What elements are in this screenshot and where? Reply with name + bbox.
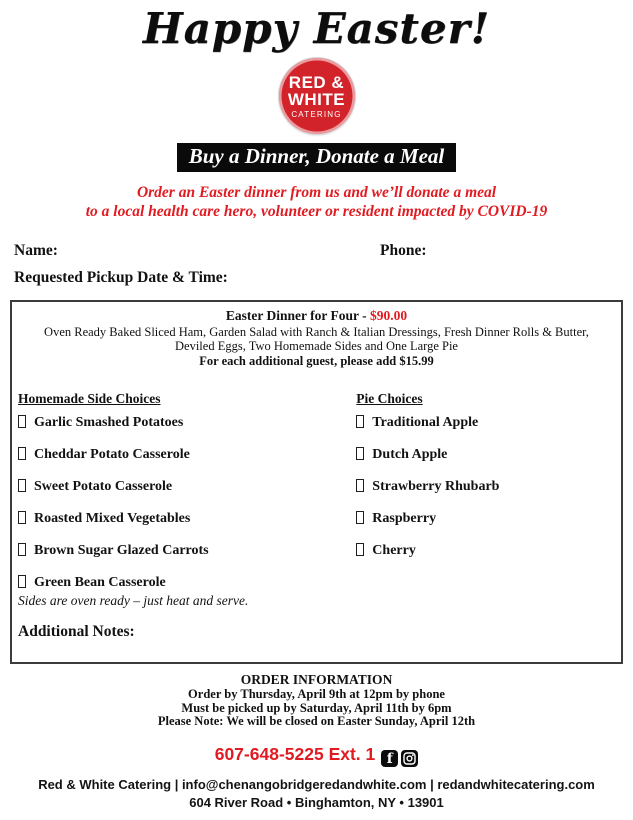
dinner-description — [18, 326, 615, 353]
checkbox-dutch-apple[interactable] — [356, 447, 364, 460]
additional-notes-label: Additional Notes: — [18, 622, 135, 640]
checkbox-cherry[interactable] — [356, 543, 364, 556]
pie-choice-raspberry: Raspberry — [356, 511, 615, 526]
pickup-label: Requested Pickup Date & Time: — [14, 269, 228, 286]
page-title: Happy Easter! — [142, 4, 491, 53]
side-choice-green-bean-casserole: Green Bean Casserole — [18, 575, 356, 590]
pickup-deadline-line: Must be picked up by Saturday, April 11th by 6pm — [181, 700, 452, 715]
logo-text-catering: CATERING — [291, 109, 342, 119]
name-label: Name: — [14, 242, 58, 259]
dinner-description-line-1: Oven Ready Baked Sliced Ham, Garden Salad with Ranch & Italian Dressings, Fresh Dinner Rolls & Butter, — [44, 325, 589, 339]
phone-label: Phone: — [380, 242, 427, 259]
pie-choice-cherry: Cherry — [356, 543, 615, 558]
checkbox-garlic-smashed-potatoes[interactable] — [18, 415, 26, 428]
checkbox-green-bean-casserole[interactable] — [18, 575, 26, 588]
phone-number: 607-648-5225 Ext. 1 — [214, 744, 376, 764]
dinner-title — [18, 308, 615, 324]
logo-text-white: WHITE — [287, 89, 346, 109]
facebook-icon[interactable]: f — [381, 750, 398, 767]
side-choice-garlic-smashed-potatoes: Garlic Smashed Potatoes — [18, 415, 356, 430]
side-choice-sweet-potato-casserole: Sweet Potato Casserole — [18, 479, 356, 494]
donation-tagline — [0, 183, 633, 221]
social-icons — [381, 747, 418, 768]
pie-choice-strawberry-rhubarb: Strawberry Rhubarb — [356, 479, 615, 494]
dinner-description-line-2: Deviled Eggs, Two Homemade Sides and One Large Pie — [175, 338, 458, 353]
instagram-icon[interactable] — [401, 750, 418, 767]
checkbox-brown-sugar-glazed-carrots[interactable] — [18, 543, 26, 556]
dinner-title-text: Easter Dinner for Four - — [225, 308, 370, 323]
pie-choice-traditional-apple: Traditional Apple — [356, 415, 615, 430]
pickup-row — [14, 269, 619, 288]
side-choices-header: Homemade Side Choices — [18, 390, 161, 406]
footer — [0, 744, 633, 810]
side-choice-cheddar-potato-casserole: Cheddar Potato Casserole — [18, 447, 356, 462]
customer-info-form — [14, 242, 619, 288]
phone-number-line — [0, 744, 633, 768]
checkbox-strawberry-rhubarb[interactable] — [356, 479, 364, 492]
checkbox-cheddar-potato-casserole[interactable] — [18, 447, 26, 460]
tagline-line-2: to a local health care hero, volunteer or resident impacted by COVID-19 — [85, 203, 548, 220]
contact-info-line: Red & White Catering | info@chenangobridgeredandwhite.com | redandwhitecatering.com — [38, 777, 595, 792]
order-information-section — [0, 672, 633, 729]
choices-columns — [18, 391, 615, 609]
pie-choices-column — [356, 391, 615, 609]
pie-choice-dutch-apple: Dutch Apple — [356, 447, 615, 462]
order-information-header: ORDER INFORMATION — [240, 672, 393, 687]
dinner-price: $90.00 — [370, 308, 408, 323]
additional-guest-note: For each additional guest, please add $15.99 — [199, 353, 434, 368]
logo-text-red: RED & — [288, 72, 345, 92]
closed-note-line: Please Note: We will be closed on Easter Sunday, April 12th — [157, 714, 476, 728]
checkbox-raspberry[interactable] — [356, 511, 364, 524]
red-and-white-catering-logo — [279, 58, 355, 134]
tagline-line-1: Order an Easter dinner from us and we’ll donate a meal — [136, 184, 497, 201]
side-choices-column — [18, 391, 356, 609]
checkbox-sweet-potato-casserole[interactable] — [18, 479, 26, 492]
name-phone-row — [14, 242, 619, 261]
side-choice-roasted-mixed-vegetables: Roasted Mixed Vegetables — [18, 511, 356, 526]
checkbox-traditional-apple[interactable] — [356, 415, 364, 428]
checkbox-roasted-mixed-vegetables[interactable] — [18, 511, 26, 524]
order-deadline-line: Order by Thursday, April 9th at 12pm by phone — [188, 687, 445, 701]
sides-oven-ready-note: Sides are oven ready – just heat and serve. — [18, 592, 249, 608]
side-choice-brown-sugar-glazed-carrots: Brown Sugar Glazed Carrots — [18, 543, 356, 558]
promo-banner: Buy a Dinner, Donate a Meal — [177, 143, 457, 172]
address-line: 604 River Road • Binghamton, NY • 13901 — [189, 795, 444, 810]
menu-box — [10, 300, 623, 664]
pie-choices-header: Pie Choices — [356, 390, 423, 406]
